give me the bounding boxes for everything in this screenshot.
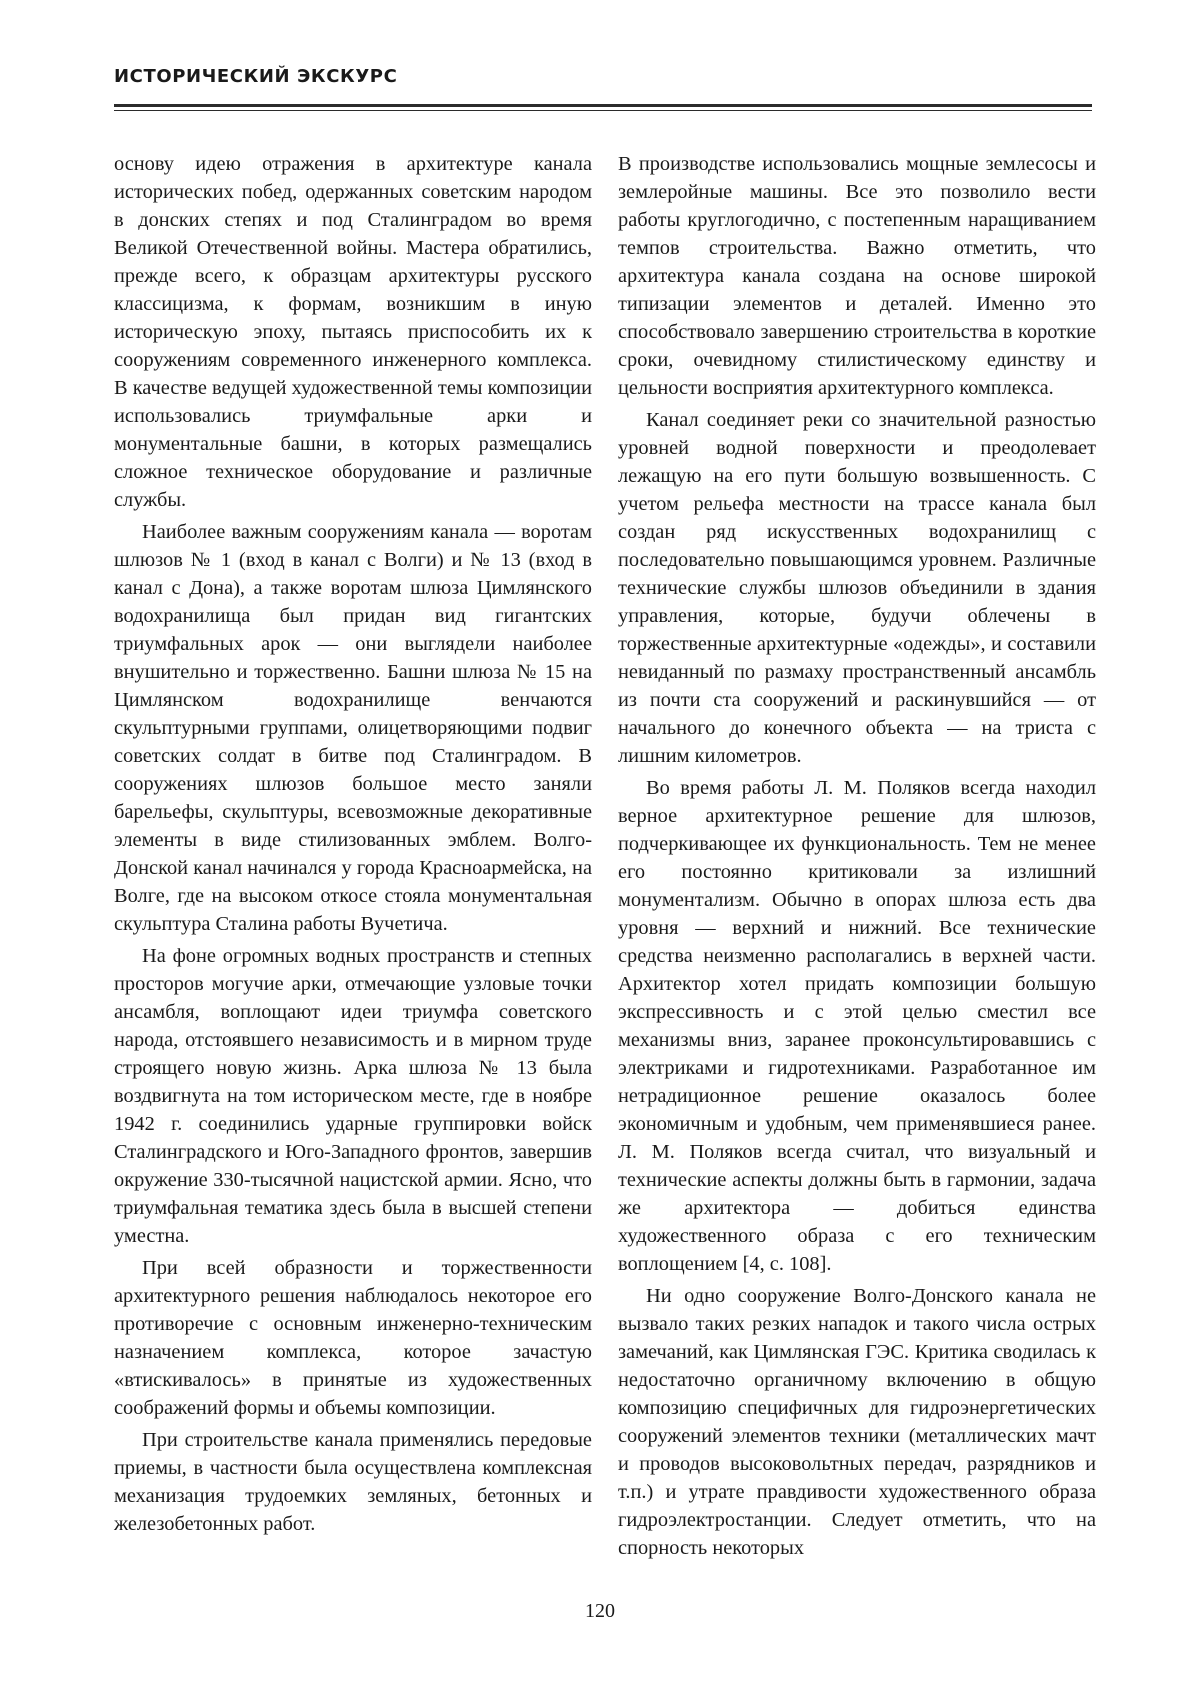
section-header: ИСТОРИЧЕСКИЙ ЭКСКУРС	[114, 66, 398, 87]
paragraph: Во время работы Л. М. Поляков всегда находил верное архитектурное решение для шлюзов, подчеркивающее их функциональность. Тем не менее его постоянно критиковали за излишний монументализм. Обычно в опорах шлюза есть два уровня — верхний и нижний. Все технические средства неизменно располагались в верхней части. Архитектор хотел придать композиции большую экспрессивность и с этой целью сместил все механизмы вниз, заранее проконсультировавшись с электриками и гидротехниками. Разработанное им нетрадиционное решение оказалось более экономичным и удобным, чем применявшиеся ранее. Л. М. Поляков всегда считал, что визуальный и технические аспекты должны быть в гармонии, задача же архитектора — добиться единства художественного образа с его техническим воплощением [4, с. 108].	[618, 777, 1096, 1275]
right-column	[618, 150, 1096, 1566]
paragraph: Ни одно сооружение Волго-Донского канала не вызвало таких резких нападок и такого числа острых замечаний, как Цимлянская ГЭС. Критика сводилась к недостаточно органичному включению в общую композицию специфичных для гидроэнергетических сооружений элементов техники (металлических мачт и проводов высоковольтных передач, разрядников и т.п.) и утрате правдивости художественного образа гидроэлектростанции. Следует отметить, что на спорность некоторых	[618, 1285, 1096, 1559]
header-rule-thick	[114, 104, 1092, 107]
paragraph: На фоне огромных водных пространств и степных просторов могучие арки, отмечающие узловые точки ансамбля, воплощают идеи триумфа советского народа, отстоявшего независимость и в мирном труде строящего новую жизнь. Арка шлюза № 13 была воздвигнута на том историческом месте, где в ноябре 1942 г. соединились ударные группировки войск Сталинградского и Юго-Западного фронтов, завершив окружение 330-тысячной нацистской армии. Ясно, что триумфальная тематика здесь была в высшей степени уместна.	[114, 945, 592, 1247]
paragraph: При строительстве канала применялись передовые приемы, в частности была осуществлена комплексная механизация трудоемких земляных, бетонных и железобетонных работ.	[114, 1429, 592, 1535]
paragraph: основу идею отражения в архитектуре канала исторических побед, одержанных советским народом в донских степях и под Сталинградом во время Великой Отечественной войны. Мастера обратились, прежде всего, к образцам архитектуры русского классицизма, к формам, возникшим в иную историческую эпоху, пытаясь приспособить их к сооружениям современного инженерного комплекса. В качестве ведущей художественной темы композиции использовались триумфальные арки и монументальные башни, в которых размещались сложное техническое оборудование и различные службы.	[114, 153, 592, 511]
page-number: 120	[585, 1600, 615, 1622]
paragraph: При всей образности и торжественности архитектурного решения наблюдалось некоторое его противоречие с основным инженерно-техническим назначением комплекса, которое зачастую «втискивалось» в принятые из художественных соображений формы и объемы композиции.	[114, 1257, 592, 1419]
paragraph: В производстве использовались мощные землесосы и землеройные машины. Все это позволило вести работы круглогодично, с постепенным наращиванием темпов строительства. Важно отметить, что архитектура канала создана на основе широкой типизации элементов и деталей. Именно это способствовало завершению строительства в короткие сроки, очевидному стилистическому единству и цельности восприятия архитектурного комплекса.	[618, 153, 1096, 399]
left-column	[114, 150, 592, 1542]
paragraph: Наиболее важным сооружениям канала — воротам шлюзов № 1 (вход в канал с Волги) и № 13 (вход в канал с Дона), а также воротам шлюза Цимлянского водохранилища был придан вид гигантских триумфальных арок — они выглядели наиболее внушительно и торжественно. Башни шлюза № 15 на Цимлянском водохранилище венчаются скульптурными группами, олицетворяющими подвиг советских солдат в битве под Сталинградом. В сооружениях шлюзов большое место заняли барельефы, скульптуры, всевозможные декоративные элементы в виде стилизованных эмблем. Волго-Донской канал начинался у города Красноармейска, на Волге, где на высоком откосе стояла монументальная скульптура Сталина работы Вучетича.	[114, 521, 592, 935]
paragraph: Канал соединяет реки со значительной разностью уровней водной поверхности и преодолевает лежащую на его пути большую возвышенность. С учетом рельефа местности на трассе канала был создан ряд искусственных водохранилищ с последовательно повышающимся уровнем. Различные технические службы шлюзов объединили в здания управления, которые, будучи облечены в торжественные архитектурные «одежды», и составили невиданный по размаху пространственный ансамбль из почти ста сооружений и раскинувшийся — от начального до конечного объекта — на триста с лишним километров.	[618, 409, 1096, 767]
header-rule-thin	[114, 110, 1092, 111]
